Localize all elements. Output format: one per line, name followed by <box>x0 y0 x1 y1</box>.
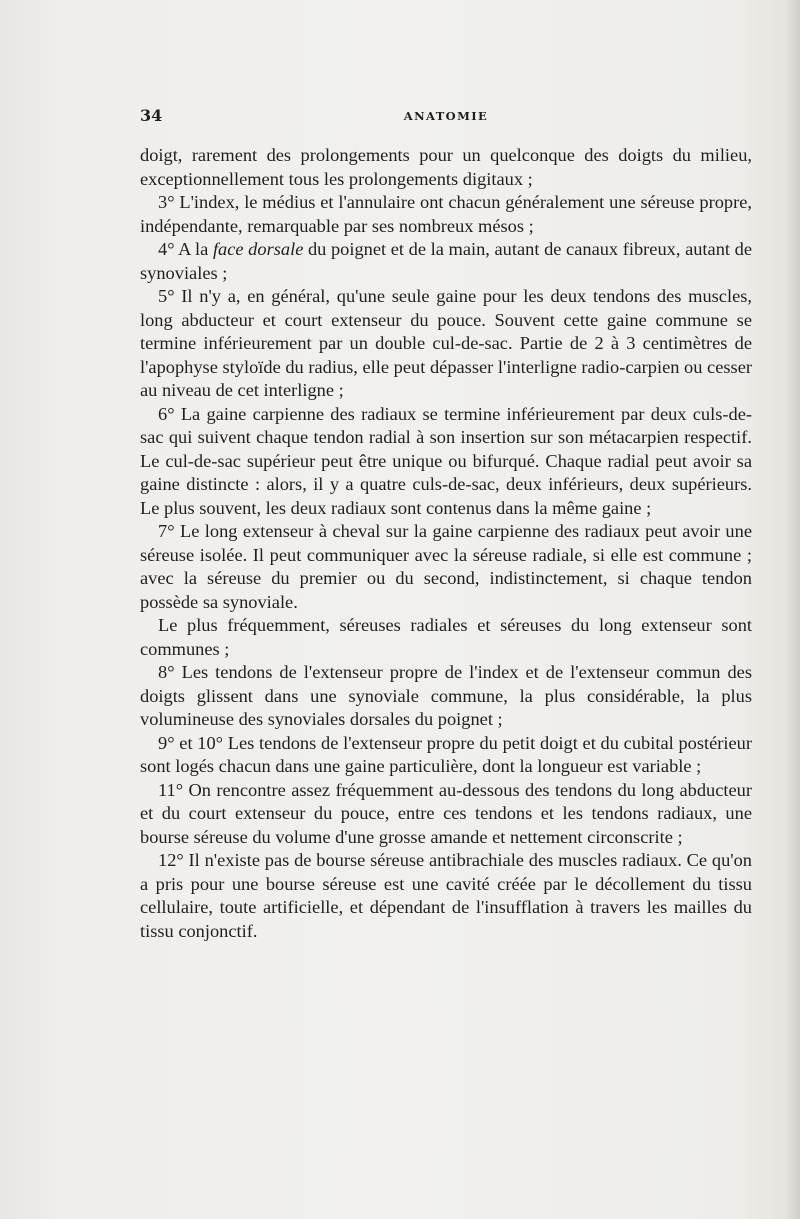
paragraph-note: Le plus fréquemment, séreuses radiales et séreuses du long extenseur sont communes ; <box>140 615 752 659</box>
paragraph-item-4-end: du poignet et de la main, autant de canaux fibreux, autant de synoviales ; <box>140 239 752 283</box>
paragraph-item-4 <box>140 238 752 285</box>
paragraph-item-4-start: 4° A la <box>158 239 213 259</box>
page-header <box>140 106 752 128</box>
page-number: 34 <box>140 106 163 125</box>
italic-face-dorsale: face dorsale <box>212 239 304 259</box>
paragraph-item-5: 5° Il n'y a, en général, qu'une seule gaine pour les deux tendons des muscles, long abducteur et court extenseur du pouce. Souvent cette gaine commune se termine inférieurement par un double cul-de-sac. Partie de 2 à 3 centimètres de l'apophyse styloïde du radius, elle peut dépasser l'interligne radio-carpien ou cesser au niveau de cet interligne ; <box>140 286 752 400</box>
body-text <box>140 144 752 943</box>
paragraph-item-9-10: 9° et 10° Les tendons de l'extenseur propre du petit doigt et du cubital postérieur sont logés chacun dans une gaine particulière, dont la longueur est variable ; <box>140 732 752 776</box>
paragraph-item-3: 3° L'index, le médius et l'annulaire ont chacun généralement une séreuse propre, indépendante, remarquable par ses nombreux mésos ; <box>140 192 752 236</box>
paragraph-item-6: 6° La gaine carpienne des radiaux se termine inférieurement par deux culs-de-sac qui suivent chaque tendon radial à son insertion sur son métacarpien respectif. Le cul-de-sac supérieur peut être unique ou bifurqué. Chaque radial peut avoir sa gaine distincte : alors, il y a quatre culs-de-sac, deux inférieurs, deux supérieurs. Le plus souvent, les deux radiaux sont contenus dans la même gaine ; <box>140 403 752 518</box>
running-head: ANATOMIE <box>403 109 489 123</box>
page-edge-shadow <box>786 0 800 1219</box>
paragraph-continuation: doigt, rarement des prolongements pour un quelconque des doigts du milieu, exceptionnellement tous les prolongements digitaux ; <box>140 145 752 189</box>
paragraph-item-8: 8° Les tendons de l'extenseur propre de l'index et de l'extenseur commun des doigts glissent dans une synoviale commune, la plus considérable, la plus volumineuse des synoviales dorsales du poignet ; <box>140 662 752 729</box>
paragraph-item-11: 11° On rencontre assez fréquemment au-dessous des tendons du long abducteur et du court extenseur du pouce, entre ces tendons et les tendons radiaux, une bourse séreuse du volume d'une grosse amande et nettement circonscrite ; <box>140 779 752 847</box>
paragraph-item-12: 12° Il n'existe pas de bourse séreuse antibrachiale des muscles radiaux. Ce qu'on a pris pour une bourse séreuse est une cavité créée par le décollement du tissu cellulaire, toute artificielle, et dépendant de l'insufflation à travers les mailles du tissu conjonctif. <box>140 850 752 941</box>
paragraph-item-7: 7° Le long extenseur à cheval sur la gaine carpienne des radiaux peut avoir une séreuse isolée. Il peut communiquer avec la séreuse radiale, si elle est commune ; avec la séreuse du premier ou du second, indistinctement, si chaque tendon possède sa synoviale. <box>140 521 752 612</box>
